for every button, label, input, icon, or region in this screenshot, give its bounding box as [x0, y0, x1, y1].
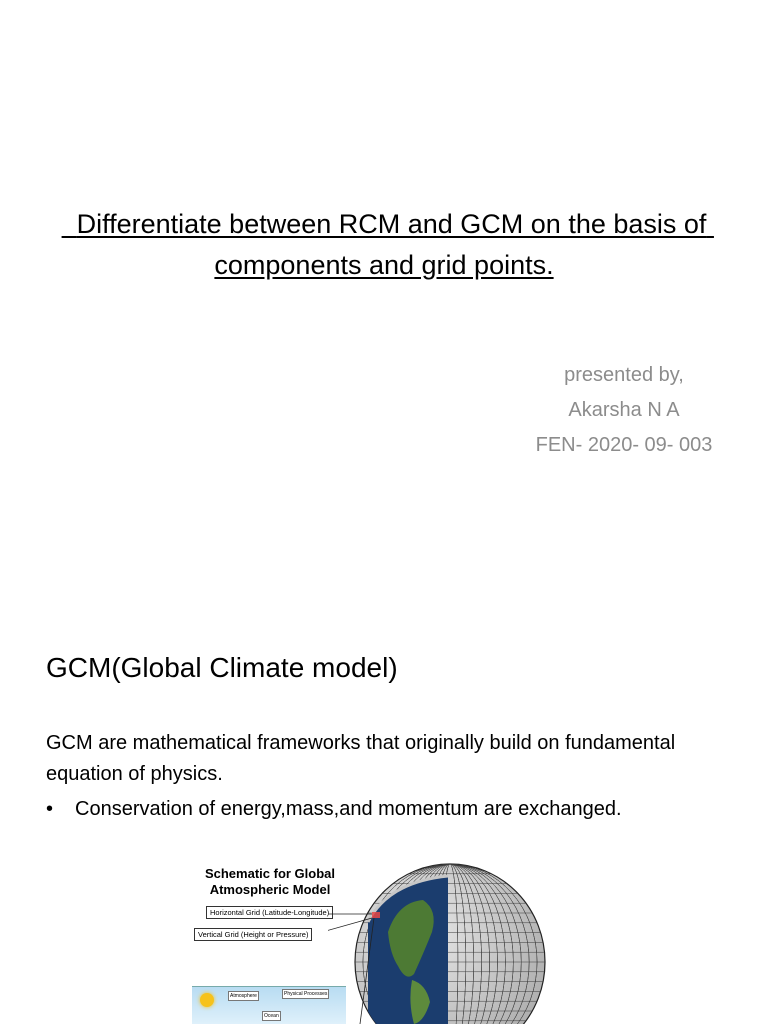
gcm-heading: GCM(Global Climate model) — [46, 652, 398, 683]
gcm-description: GCM are mathematical frameworks that originally build on fundamental equation of physics. — [46, 732, 676, 785]
gcm-slide — [0, 576, 768, 1024]
sun-icon — [200, 993, 214, 1007]
horizontal-grid-label: Horizontal Grid (Latitude-Longitude) — [206, 906, 333, 919]
globe-illustration — [328, 862, 566, 1024]
bullet-text: Conservation of energy,mass,and momentum are exchanged. — [75, 798, 622, 820]
inset-label-processes: Physical Processes — [284, 991, 328, 997]
atmospheric-model-figure — [188, 862, 566, 1024]
slide-title: Differentiate between RCM and GCM on the basis of components and grid points. — [61, 209, 714, 280]
presenter-label: presented by, — [564, 364, 684, 386]
presenter-block — [504, 358, 744, 463]
inset-label-atmosphere: Atmosphere — [230, 993, 257, 999]
vertical-grid-label: Vertical Grid (Height or Pressure) — [194, 928, 312, 941]
bullet-icon: • — [46, 798, 54, 820]
inset-label-ocean: Ocean — [264, 1013, 279, 1019]
figure-title: Schematic for Global Atmospheric Model — [204, 866, 336, 897]
presenter-name: Akarsha N A — [568, 399, 680, 421]
physical-processes-inset — [192, 986, 346, 1024]
bullet-item — [46, 794, 746, 825]
presenter-id: FEN- 2020- 09- 003 — [535, 434, 713, 456]
